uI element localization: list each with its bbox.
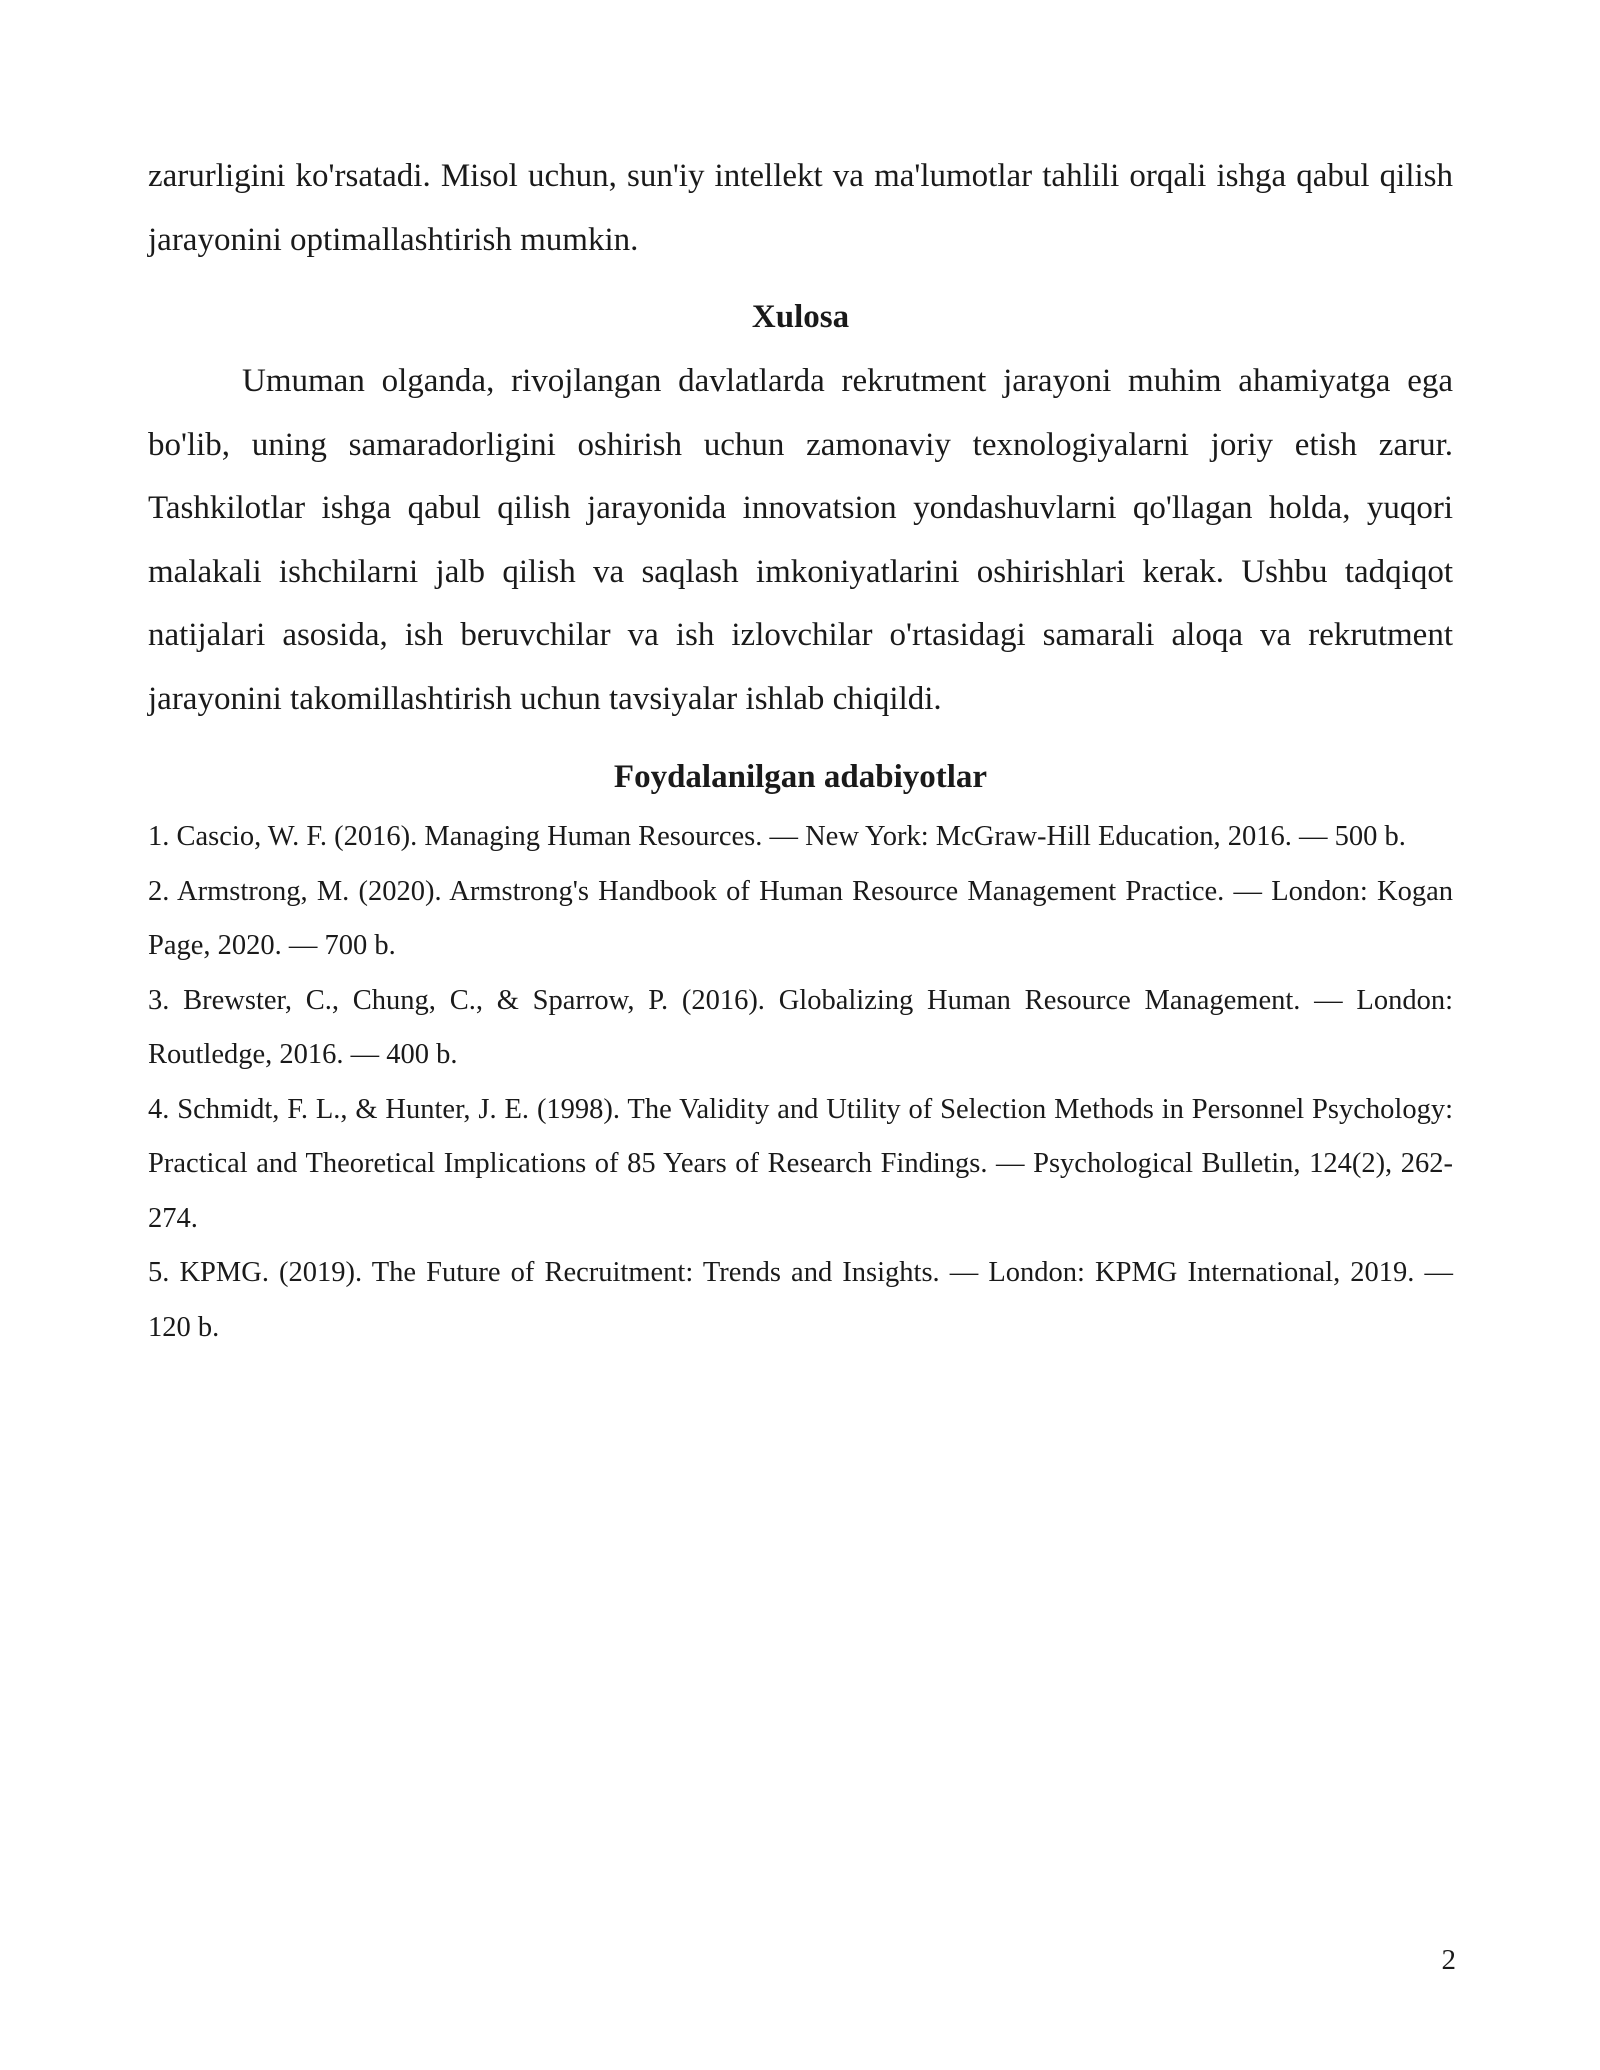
reference-item: 3. Brewster, C., Chung, C., & Sparrow, P. (2016). Globalizing Human Resource Management. — London: Routledge, 2016. — 400 b. bbox=[148, 984, 1453, 1070]
conclusion-paragraph: Umuman olganda, rivojlangan davlatlarda rekrutment jarayoni muhim ahamiyatga ega bo'lib, uning samaradorligini oshirish uchun zamonaviy texnologiyalarni joriy etish zarur. Tashkilotlar ishga qabul qilish jarayonida innovatsion yondashuvlarni qo'llagan holda, yuqori malakali ishchilarni jalb qilish va saqlash imkoniyatlarini oshirishlari kerak. Ushbu tadqiqot natijalari asosida, ish beruvchilar va ish izlovchilar o'rtasidagi samarali aloqa va rekrutment jarayonini takomillashtirish uchun tavsiyalar ishlab chiqildi. bbox=[148, 363, 1453, 717]
reference-item: 1. Cascio, W. F. (2016). Managing Human Resources. — New York: McGraw-Hill Education, 2016. — 500 b. bbox=[148, 821, 1406, 852]
page-number: 2 bbox=[1441, 1944, 1456, 1976]
page-content bbox=[148, 145, 1453, 1355]
conclusion-heading: Xulosa bbox=[751, 299, 850, 335]
intro-paragraph: zarurligini ko'rsatadi. Misol uchun, sun'iy intellekt va ma'lumotlar tahlili orqali ishga qabul qilish jarayonini optimallashtirish mumkin. bbox=[148, 158, 1453, 258]
reference-item: 2. Armstrong, M. (2020). Armstrong's Handbook of Human Resource Management Practice. — London: Kogan Page, 2020. — 700 b. bbox=[148, 875, 1453, 961]
references-list bbox=[148, 810, 1453, 1355]
reference-item: 5. KPMG. (2019). The Future of Recruitment: Trends and Insights. — London: KPMG International, 2019. — 120 b. bbox=[148, 1257, 1453, 1343]
references-heading: Foydalanilgan adabiyotlar bbox=[613, 759, 988, 795]
reference-item: 4. Schmidt, F. L., & Hunter, J. E. (1998). The Validity and Utility of Selection Methods in Personnel Psychology: Practical and Theoretical Implications of 85 Years of Research Findings. — Psychological Bulletin, 124(2), 262-274. bbox=[148, 1093, 1453, 1234]
